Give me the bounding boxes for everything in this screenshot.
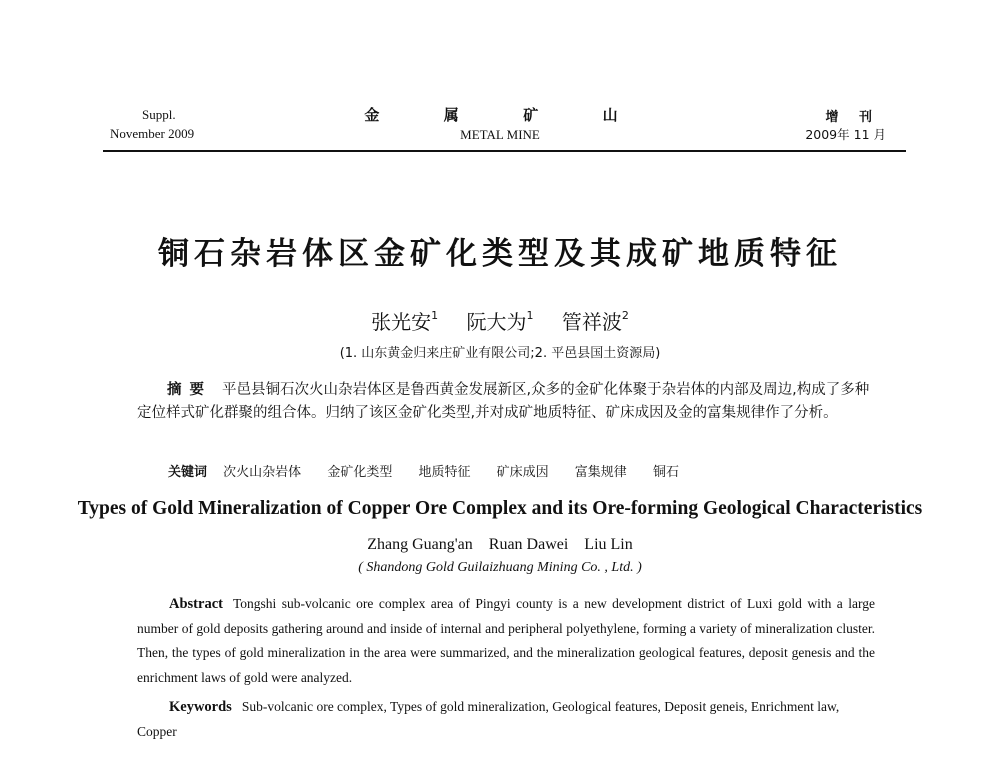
author-en-2: Ruan Dawei — [488, 536, 569, 553]
keywords-en-label: Keywords — [169, 699, 232, 715]
abstract-en-label: Abstract — [169, 596, 223, 612]
keywords-en — [137, 695, 875, 744]
keyword-cn-5: 富集规律 — [574, 465, 627, 480]
header-journal-title-cn: 金 属 矿 山 — [364, 106, 636, 124]
header-right-line2: 2009年 11 月 — [805, 127, 886, 142]
authors-en — [0, 536, 1000, 554]
keywords-en-text: Sub-volcanic ore complex, Types of gold mineralization, Geological features, Deposit geneis, Enrichment law, Copper — [137, 699, 840, 739]
affiliation-cn: (1. 山东黄金归来庄矿业有限公司;2. 平邑县国土资源局) — [339, 346, 661, 361]
header-left-line2: November 2009 — [110, 126, 195, 141]
keyword-cn-1: 次火山杂岩体 — [223, 465, 302, 480]
author-cn-2: 阮大为$^1$ — [466, 309, 534, 334]
keyword-cn-2: 金矿化类型 — [327, 465, 393, 480]
authors-cn — [0, 306, 1000, 335]
abstract-en-text: Tongshi sub-volcanic ore complex area of Pingyi county is a new development district of Luxi gold with a large number of gold deposits gathering around and inside of internal and peripheral polyethylene, forming a variety of mineralization cluster. Then, the types of gold mineralization in the area were summarized, and the mineralization geological features, deposit genesis and the enrichment laws of gold were analyzed. — [137, 596, 875, 685]
keywords-cn-label: 关键词 — [168, 465, 208, 480]
header-right-line1: 增 刊 — [825, 110, 880, 125]
article-title-en: Types of Gold Mineralization of Copper Ore Complex and its Ore-forming Geological Characteristics — [77, 498, 923, 519]
author-cn-3: 管祥波$^2$ — [561, 309, 629, 334]
header-left-line1: Suppl. — [142, 107, 176, 122]
keyword-cn-6: 铜石 — [652, 465, 679, 480]
author-en-1: Zhang Guang'an — [367, 536, 473, 553]
abstract-cn-label: 摘要 — [167, 382, 212, 398]
header-journal-title-en: METAL MINE — [460, 127, 540, 142]
keywords-cn — [168, 461, 701, 480]
article-title-cn: 铜石杂岩体区金矿化类型及其成矿地质特征 — [158, 236, 842, 272]
header-rule — [103, 150, 906, 152]
keyword-cn-4: 矿床成因 — [496, 465, 549, 480]
abstract-cn — [137, 379, 875, 425]
abstract-cn-text: 平邑县铜石次火山杂岩体区是鲁西黄金发展新区,众多的金矿化体聚于杂岩体的内部及周边,构成了多种定位样式矿化群聚的组合体。归纳了该区金矿化类型,并对成矿地质特征、矿床成因及金的富集规律作了分析。 — [137, 382, 870, 421]
abstract-en — [137, 592, 875, 690]
author-cn-1: 张光安$^1$ — [371, 309, 439, 334]
author-en-3: Liu Lin — [584, 536, 633, 553]
keyword-cn-3: 地质特征 — [418, 465, 471, 480]
affiliation-en: ( Shandong Gold Guilaizhuang Mining Co. , Ltd. ) — [358, 560, 642, 575]
